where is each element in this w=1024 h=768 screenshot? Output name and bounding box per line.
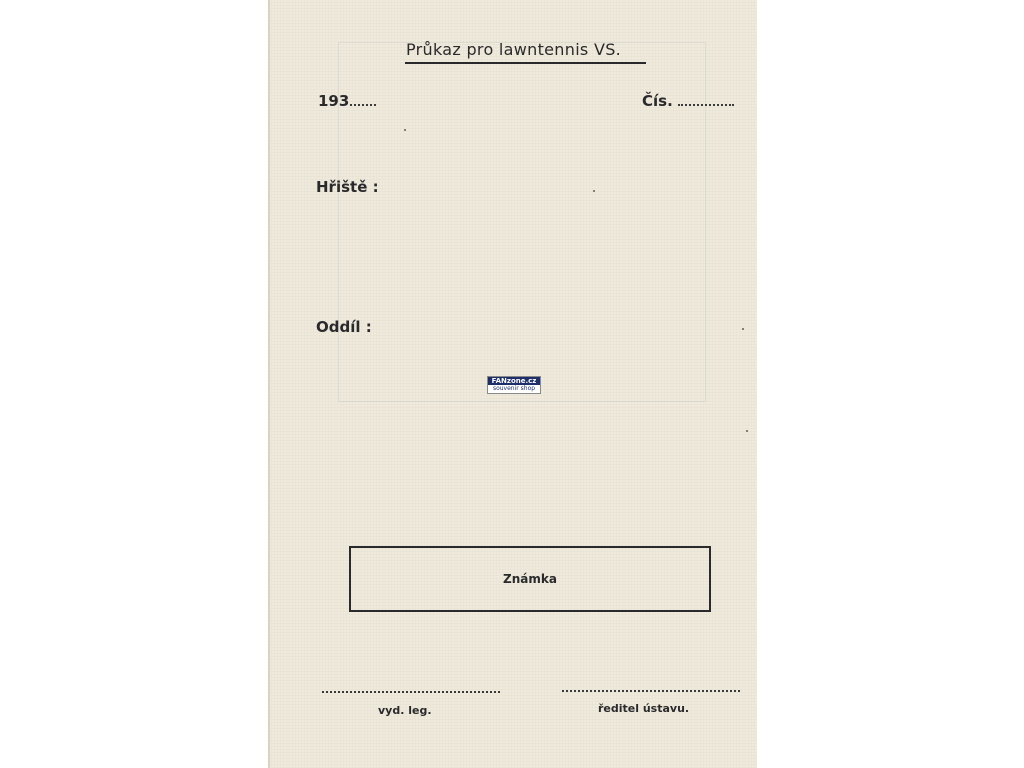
card-title: Průkaz pro lawntennis VS. bbox=[406, 40, 622, 59]
fanzone-watermark bbox=[487, 376, 541, 394]
year-label: 193 bbox=[318, 92, 350, 110]
paper-speck bbox=[746, 430, 748, 432]
signature-label-right: ředitel ústavu. bbox=[598, 702, 690, 715]
paper-speck bbox=[742, 328, 744, 330]
signature-line-left bbox=[322, 691, 500, 693]
watermark-tagline: souvenir shop bbox=[492, 385, 536, 392]
year-dotted-line bbox=[350, 104, 376, 106]
court-label: Hřiště : bbox=[316, 178, 379, 196]
card-edge bbox=[268, 0, 270, 768]
paper-speck bbox=[593, 190, 595, 192]
title-underline bbox=[405, 62, 646, 64]
stamp-label: Známka bbox=[503, 572, 557, 586]
membership-card bbox=[268, 0, 757, 768]
paper-speck bbox=[404, 129, 406, 131]
signature-label-left: vyd. leg. bbox=[378, 704, 432, 717]
number-label: Čís. bbox=[642, 92, 673, 110]
signature-line-right bbox=[562, 690, 740, 692]
number-dotted-line bbox=[678, 104, 734, 106]
stamp-box bbox=[349, 546, 711, 612]
watermark-brand: FANzone.cz bbox=[488, 377, 540, 385]
division-label: Oddíl : bbox=[316, 318, 372, 336]
